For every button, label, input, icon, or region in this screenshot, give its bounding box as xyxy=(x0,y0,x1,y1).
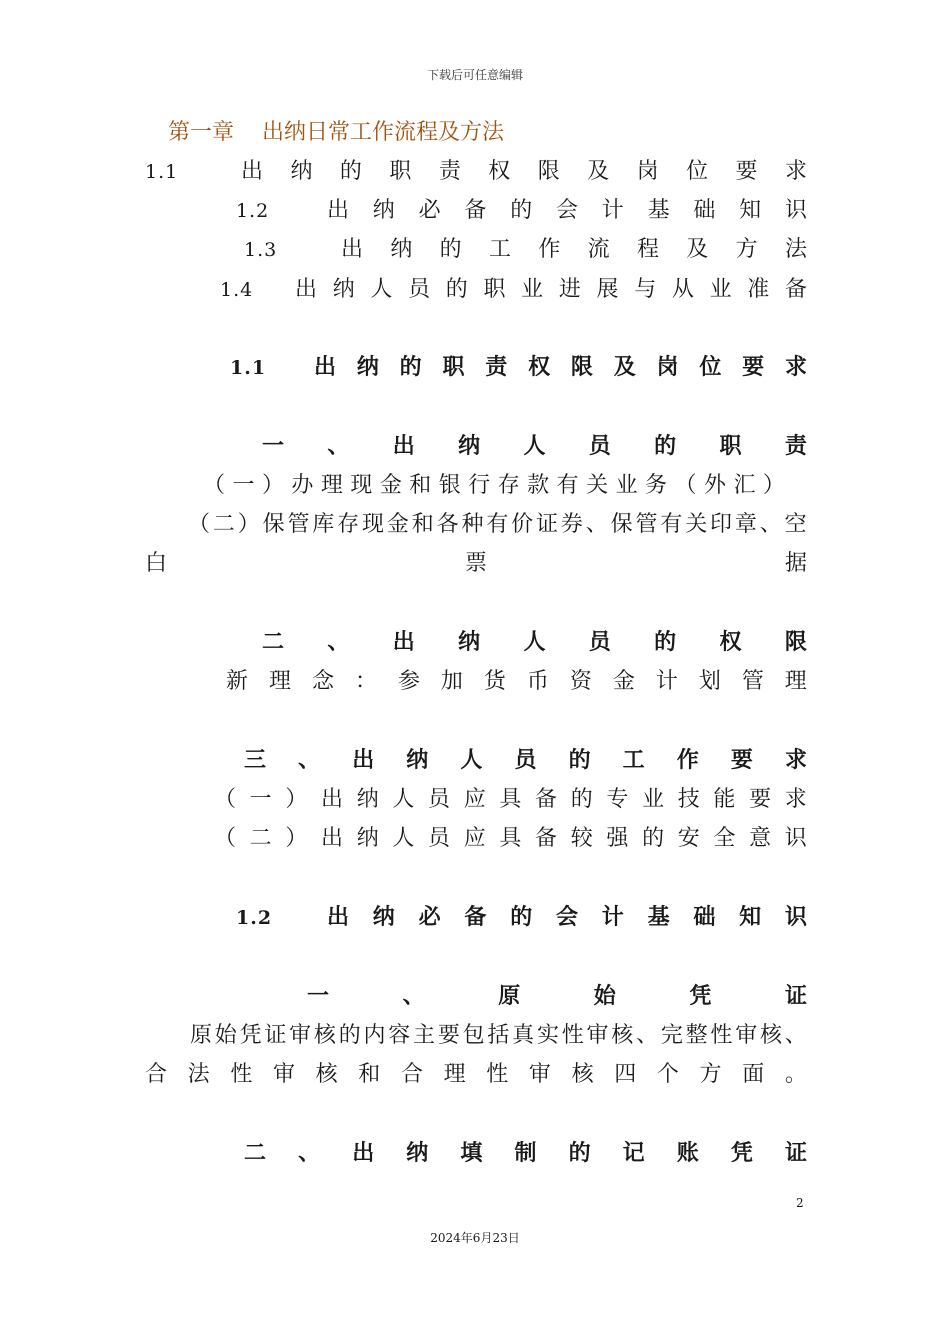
duty-item-2-cont: 白 票 据 xyxy=(145,551,807,576)
voucher-heading: 二 、 出 纳 填 制 的 记 账 凭 证 xyxy=(244,1141,807,1166)
toc-text-1: 出 纳 的 职 责 权 限 及 岗 位 要 求 xyxy=(241,159,807,184)
toc-text-3: 出 纳 的 工 作 流 程 及 方 法 xyxy=(341,237,807,262)
toc-item-3 xyxy=(244,236,807,264)
toc-item-2 xyxy=(236,197,807,225)
duties-heading: 一 、 出 纳 人 员 的 职 责 xyxy=(262,434,807,459)
chapter-text: 出纳日常工作流程及方法 xyxy=(262,120,505,145)
page-number: 2 xyxy=(796,1196,804,1210)
toc-num-3: 1.3 xyxy=(244,239,278,261)
section-heading-1-1 xyxy=(230,354,807,382)
toc-num-1: 1.1 xyxy=(145,161,179,183)
toc-item-4 xyxy=(220,276,807,304)
original-voucher-text-cont: 合 法 性 审 核 和 合 理 性 审 核 四 个 方 面 。 xyxy=(145,1062,807,1087)
section-num-1-1: 1.1 xyxy=(230,357,267,379)
section-text-1-1: 出 纳 的 职 责 权 限 及 岗 位 要 求 xyxy=(314,355,807,380)
toc-text-4: 出 纳 人 员 的 职 业 进 展 与 从 业 准 备 xyxy=(295,277,807,302)
page-header: 下载后可任意编辑 xyxy=(426,68,523,82)
rights-heading: 二 、 出 纳 人 员 的 权 限 xyxy=(262,630,807,655)
duty-item-1: （ 一 ） 办 理 现 金 和 银 行 存 款 有 关 业 务 （ 外 汇 ） xyxy=(203,473,785,498)
toc-item-1 xyxy=(145,158,807,186)
toc-num-4: 1.4 xyxy=(220,279,254,301)
chapter-title xyxy=(168,118,504,148)
toc-num-2: 1.2 xyxy=(236,200,270,222)
requirement-item-2: （ 二 ） 出 纳 人 员 应 具 备 较 强 的 安 全 意 识 xyxy=(214,826,807,851)
footer-date: 2024年6月23日 xyxy=(430,1231,520,1245)
section-num-1-2: 1.2 xyxy=(236,907,273,929)
duty-item-2: （ 二 ） 保 管 库 存 现 金 和 各 种 有 价 证 券 、 保 管 有 关 印 章 、 空 xyxy=(188,512,807,537)
requirements-heading: 三 、 出 纳 人 员 的 工 作 要 求 xyxy=(244,748,807,773)
section-heading-1-2 xyxy=(236,904,807,932)
original-voucher-heading: 一 、 原 始 凭 证 xyxy=(307,984,807,1009)
requirement-item-1: （ 一 ） 出 纳 人 员 应 具 备 的 专 业 技 能 要 求 xyxy=(214,787,807,812)
toc-text-2: 出 纳 必 备 的 会 计 基 础 知 识 xyxy=(327,198,807,223)
section-text-1-2: 出 纳 必 备 的 会 计 基 础 知 识 xyxy=(327,905,807,930)
original-voucher-text: 原 始 凭 证 审 核 的 内 容 主 要 包 括 真 实 性 审 核 、 完 整 性 审 核 、 xyxy=(190,1023,807,1048)
rights-note: 新 理 念 ： 参 加 货 币 资 金 计 划 管 理 xyxy=(226,669,807,694)
chapter-label: 第一章 xyxy=(168,120,235,145)
